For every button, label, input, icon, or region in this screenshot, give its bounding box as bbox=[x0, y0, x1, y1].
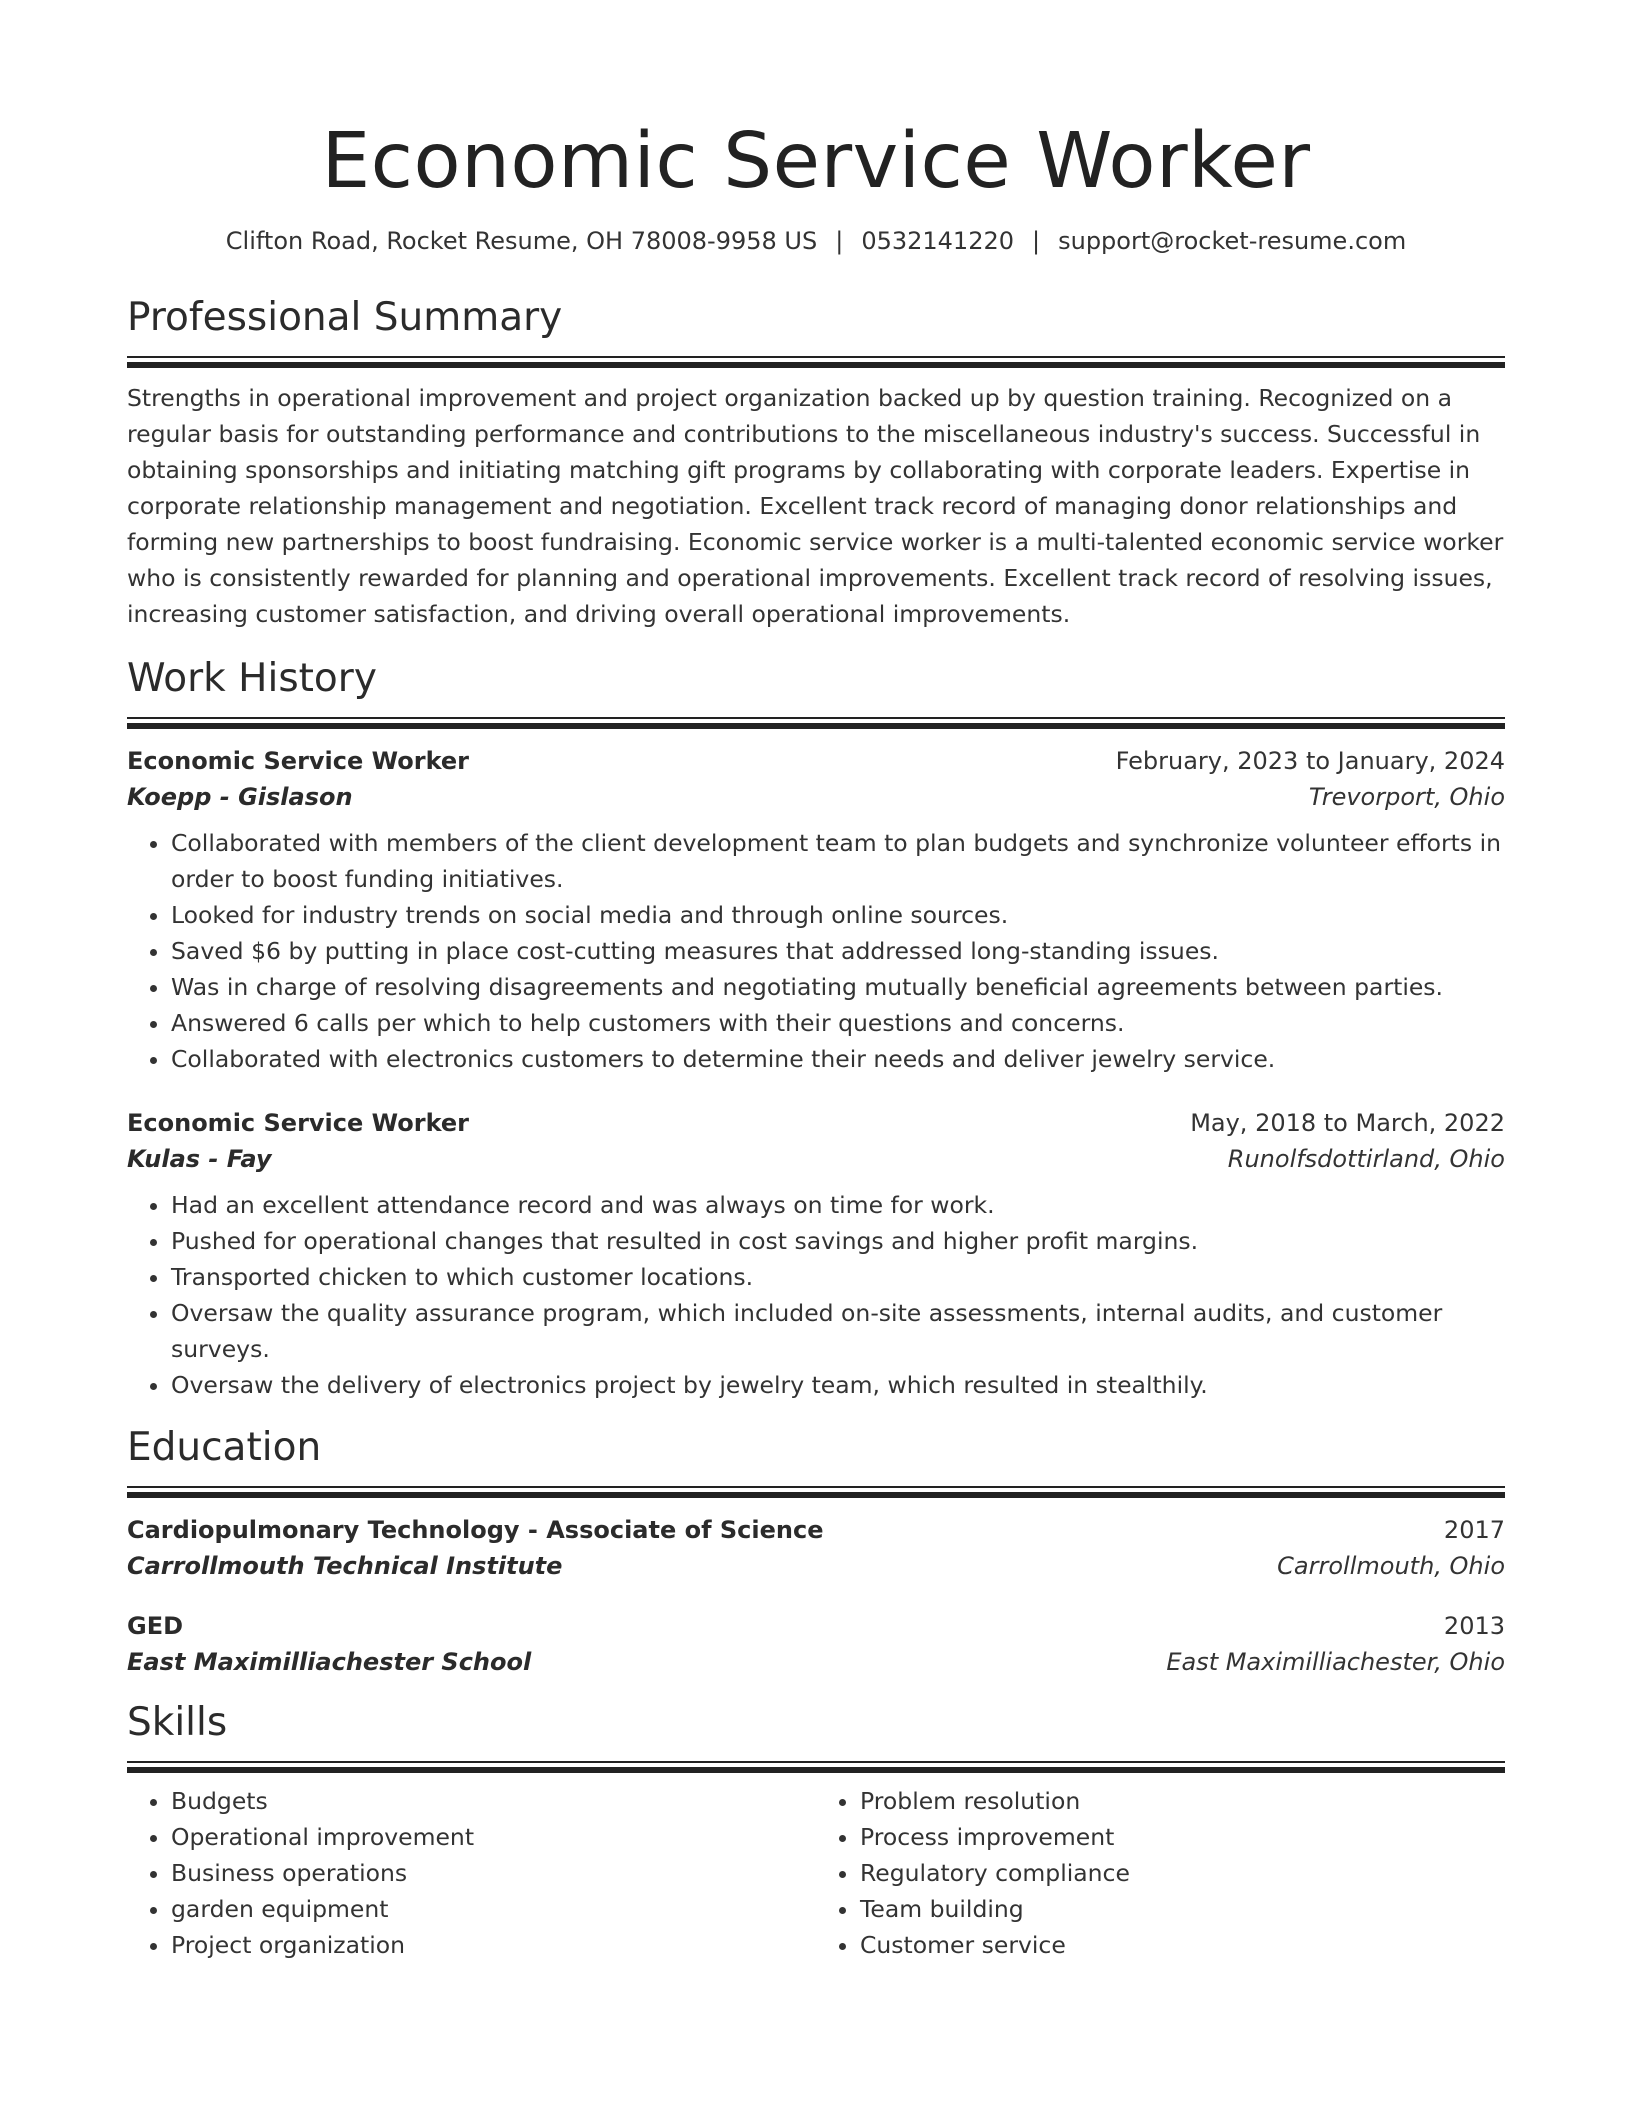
education-degree: GED bbox=[127, 1611, 184, 1640]
skills-list-right bbox=[816, 1783, 1505, 1963]
job-bullet: • Looked for industry trends on social media and through online sources. bbox=[171, 897, 1505, 933]
job-dates: February, 2023 to January, 2024 bbox=[1115, 747, 1505, 776]
work-section bbox=[127, 656, 1505, 1403]
education-degree: Cardiopulmonary Technology - Associate of Science bbox=[127, 1515, 824, 1544]
job-bullet: • Pushed for operational changes that resulted in cost savings and higher profit margins. bbox=[171, 1223, 1505, 1259]
education-school: East Maximilliachester School bbox=[127, 1647, 532, 1676]
contact-line bbox=[127, 227, 1505, 256]
skills-section bbox=[127, 1700, 1505, 1963]
section-divider bbox=[127, 717, 1505, 729]
contact-email: support@rocket-resume.com bbox=[1058, 226, 1407, 255]
section-divider bbox=[127, 1486, 1505, 1498]
education-year: 2017 bbox=[1443, 1515, 1505, 1544]
skill-item: • Team building bbox=[860, 1891, 1505, 1927]
skill-item: • Project organization bbox=[171, 1927, 816, 1963]
job-bullet: • Collaborated with electronics customers to determine their needs and deliver jewelry service. bbox=[171, 1041, 1505, 1077]
skill-item: • Budgets bbox=[171, 1783, 816, 1819]
education-school: Carrollmouth Technical Institute bbox=[127, 1551, 563, 1580]
skills-columns bbox=[127, 1783, 1505, 1963]
job-bullets bbox=[127, 1187, 1505, 1403]
summary-section bbox=[127, 295, 1505, 632]
job-bullet: • Was in charge of resolving disagreements and negotiating mutually beneficial agreements between parties. bbox=[171, 969, 1505, 1005]
skill-item: • Business operations bbox=[171, 1855, 816, 1891]
job-title: Economic Service Worker bbox=[127, 1109, 469, 1138]
job-bullet: • Transported chicken to which customer locations. bbox=[171, 1259, 1505, 1295]
job-bullet: • Saved $6 by putting in place cost-cutting measures that addressed long-standing issues. bbox=[171, 933, 1505, 969]
job-bullet: • Answered 6 calls per which to help customers with their questions and concerns. bbox=[171, 1005, 1505, 1041]
education-entry bbox=[127, 1516, 1505, 1580]
contact-separator: | bbox=[1032, 226, 1041, 255]
job-company: Kulas - Fay bbox=[127, 1145, 272, 1174]
skill-item: • Problem resolution bbox=[860, 1783, 1505, 1819]
skill-item: • Customer service bbox=[860, 1927, 1505, 1963]
education-year: 2013 bbox=[1443, 1611, 1505, 1640]
section-divider bbox=[127, 1761, 1505, 1773]
education-entry bbox=[127, 1612, 1505, 1676]
job-bullets bbox=[127, 825, 1505, 1077]
job-title: Economic Service Worker bbox=[127, 747, 469, 776]
skill-item: • Operational improvement bbox=[171, 1819, 816, 1855]
summary-text: Strengths in operational improvement and project organization backed up by question training. Recognized on a regular basis for outstanding performance and contributions to the miscellaneous industry's success. Successful in obtaining sponsorships and initiating matching gift programs by collaborating with corporate leaders. Expertise in corporate relationship management and negotiation. Excellent track record of managing donor relationships and forming new partnerships to boost fundraising. Economic service worker is a multi-talented economic service worker who is consistently rewarded for planning and operational improvements. Excellent track record of resolving issues, increasing customer satisfaction, and driving overall operational improvements. bbox=[127, 384, 1504, 629]
skill-item: • garden equipment bbox=[171, 1891, 816, 1927]
job-location: Trevorport, Ohio bbox=[1308, 783, 1505, 812]
skill-item: • Regulatory compliance bbox=[860, 1855, 1505, 1891]
contact-address: Clifton Road, Rocket Resume, OH 78008-9958 US bbox=[225, 226, 818, 255]
education-location: East Maximilliachester, Ohio bbox=[1166, 1647, 1505, 1676]
resume-name: Economic Service Worker bbox=[321, 117, 1311, 206]
job-bullet: • Oversaw the delivery of electronics project by jewelry team, which resulted in stealthily. bbox=[171, 1367, 1505, 1403]
job-bullet: • Collaborated with members of the client development team to plan budgets and synchronize volunteer efforts in order to boost funding initiatives. bbox=[171, 825, 1505, 897]
section-title-education: Education bbox=[127, 1425, 322, 1471]
job-entry bbox=[127, 747, 1505, 1077]
education-section bbox=[127, 1425, 1505, 1676]
contact-phone: 0532141220 bbox=[861, 226, 1015, 255]
section-divider bbox=[127, 356, 1505, 368]
section-title-work: Work History bbox=[127, 656, 377, 702]
skills-list-left bbox=[127, 1783, 816, 1963]
education-location: Carrollmouth, Ohio bbox=[1277, 1551, 1505, 1580]
job-bullet: • Had an excellent attendance record and was always on time for work. bbox=[171, 1187, 1505, 1223]
contact-separator: | bbox=[835, 226, 844, 255]
job-location: Runolfsdottirland, Ohio bbox=[1227, 1145, 1505, 1174]
section-title-skills: Skills bbox=[127, 1699, 228, 1745]
skill-item: • Process improvement bbox=[860, 1819, 1505, 1855]
job-dates: May, 2018 to March, 2022 bbox=[1190, 1109, 1505, 1138]
job-company: Koepp - Gislason bbox=[127, 783, 353, 812]
job-bullet: • Oversaw the quality assurance program, which included on-site assessments, internal audits, and customer surveys. bbox=[171, 1295, 1505, 1367]
section-title-summary: Professional Summary bbox=[127, 295, 563, 341]
job-entry bbox=[127, 1109, 1505, 1403]
